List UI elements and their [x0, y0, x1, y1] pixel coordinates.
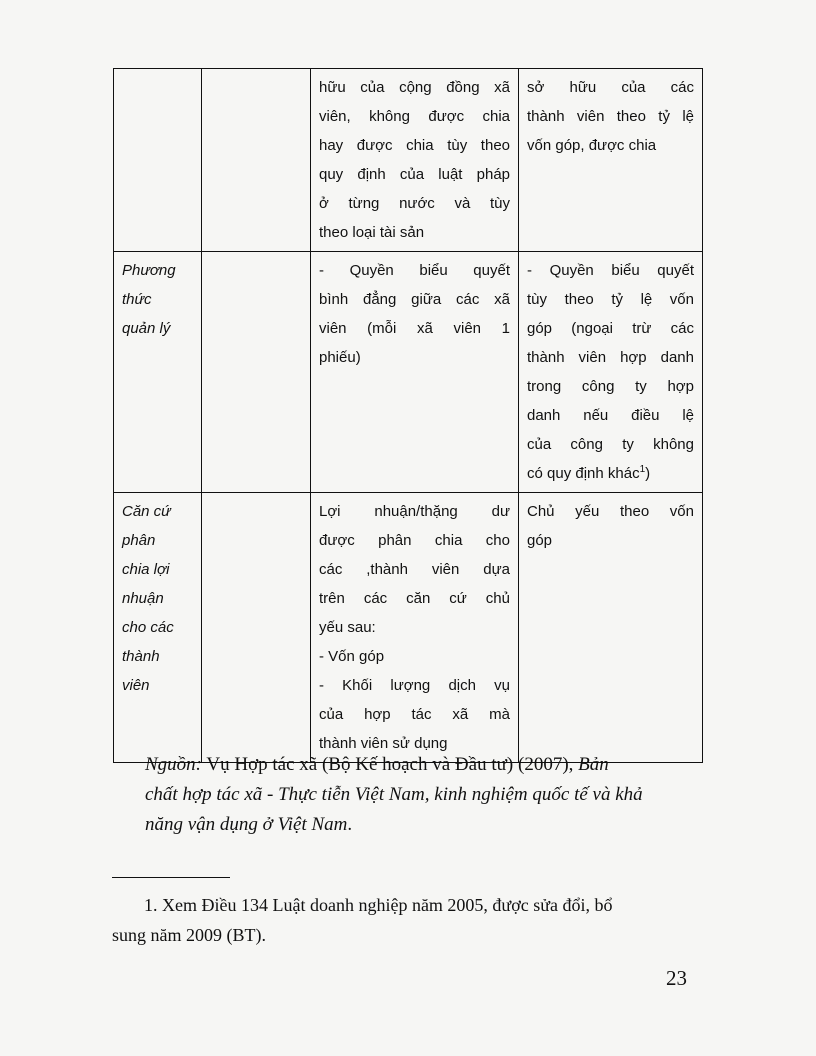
- cell-text: thành viên theo tỷ lệ: [527, 108, 694, 125]
- blank-cell: [202, 252, 311, 493]
- source-end: .: [347, 814, 353, 835]
- criterion-text: thành: [122, 648, 160, 665]
- footnote-divider: [112, 877, 230, 878]
- cell-text: thành viên sử dụng: [319, 735, 448, 752]
- cell-text: hữu của cộng đồng xã: [319, 79, 510, 96]
- source-title: Bản: [578, 754, 609, 775]
- table-row: [114, 493, 703, 763]
- cell-text: - Quyền biểu quyết: [527, 262, 694, 279]
- cell-text: của hợp tác xã mà: [319, 706, 510, 723]
- blank-cell: [202, 493, 311, 763]
- cell-text: trong công ty hợp: [527, 378, 694, 395]
- company-cell: [519, 493, 703, 763]
- source-title: năng vận dụng ở Việt Nam: [145, 814, 348, 835]
- cell-text: viên (mỗi xã viên 1: [319, 320, 510, 337]
- criterion-text: cho các: [122, 619, 174, 636]
- criterion-text: phân: [122, 532, 156, 549]
- cell-text: vốn góp, được chia: [527, 137, 657, 154]
- table-row: [114, 69, 703, 252]
- cell-text: - Quyền biểu quyết: [319, 262, 510, 279]
- criterion-text: quản lý: [122, 320, 171, 337]
- cell-text: danh nếu điều lệ: [527, 407, 694, 424]
- table-row: [114, 252, 703, 493]
- company-cell: [519, 69, 703, 252]
- company-cell: [519, 252, 703, 493]
- cell-text: bình đẳng giữa các xã: [319, 291, 510, 308]
- source-title: chất hợp tác xã - Thực tiễn Việt Nam, kinh nghiệm quốc tế và khả: [145, 784, 643, 805]
- citation-line: [145, 810, 705, 840]
- criterion-cell: [114, 69, 202, 252]
- cell-text: trên các căn cứ chủ: [319, 590, 510, 607]
- cell-text: theo loại tài sản: [319, 224, 425, 241]
- source-citation: [145, 750, 705, 840]
- cell-text: viên, không được chia: [319, 108, 510, 125]
- footnote: [112, 890, 707, 950]
- cell-text: góp: [527, 532, 553, 549]
- footnote-marker: 1: [639, 464, 646, 475]
- cell-text: hay được chia tùy theo: [319, 137, 510, 154]
- comparison-table: [113, 68, 703, 763]
- cell-text: thành viên hợp danh: [527, 349, 694, 366]
- cell-text: quy định của luật pháp: [319, 166, 510, 183]
- cell-text: Chủ yếu theo vốn: [527, 503, 694, 520]
- criterion-text: Phương: [122, 262, 176, 279]
- closing-paren: ): [645, 465, 651, 482]
- footnote-text: sung năm 2009 (BT).: [112, 925, 266, 945]
- source-text: Vụ Hợp tác xã (Bộ Kế hoạch và Đầu tư) (2007),: [202, 754, 579, 775]
- cell-text: yếu sau:: [319, 619, 376, 636]
- criterion-text: viên: [122, 677, 150, 694]
- cell-text: sở hữu của các: [527, 79, 694, 96]
- cell-text: ở từng nước và tùy: [319, 195, 510, 212]
- criterion-text: chia lợi: [122, 561, 170, 578]
- page-number: 23: [666, 966, 687, 990]
- cell-text: - Vốn góp: [319, 648, 385, 665]
- cooperative-cell: [311, 252, 519, 493]
- cell-text: các ,thành viên dựa: [319, 561, 510, 578]
- cell-text: phiếu): [319, 349, 361, 366]
- cell-text-run: có quy định khác: [527, 465, 640, 482]
- cell-text: [527, 459, 694, 488]
- cooperative-cell: [311, 493, 519, 763]
- cell-text: tùy theo tỷ lệ vốn: [527, 291, 694, 308]
- blank-cell: [202, 69, 311, 252]
- cooperative-cell: [311, 69, 519, 252]
- criterion-text: nhuận: [122, 590, 164, 607]
- cell-text: được phân chia cho: [319, 532, 510, 549]
- footnote-text: 1. Xem Điều 134 Luật doanh nghiệp năm 2005, được sửa đổi, bổ: [144, 895, 613, 915]
- source-label: Nguồn:: [145, 754, 202, 775]
- cell-text: góp (ngoại trừ các: [527, 320, 694, 337]
- cell-text: - Khối lượng dịch vụ: [319, 677, 510, 694]
- criterion-text: thức: [122, 291, 152, 308]
- cell-text: của công ty không: [527, 436, 694, 453]
- cell-text: Lợi nhuận/thặng dư: [319, 503, 510, 520]
- criterion-cell: [114, 493, 202, 763]
- criterion-cell: [114, 252, 202, 493]
- criterion-text: Căn cứ: [122, 503, 171, 520]
- citation-line: [145, 750, 705, 780]
